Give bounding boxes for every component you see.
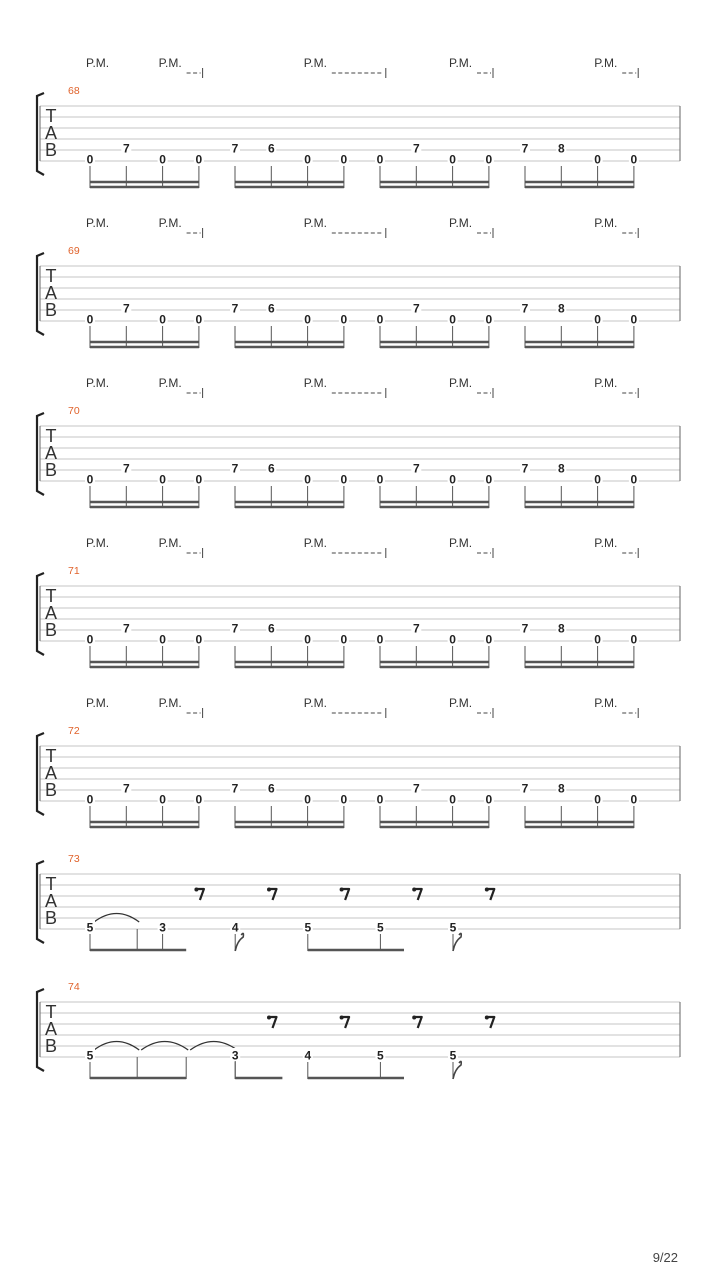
palm-mute-label: P.M. — [303, 376, 327, 390]
fret-number: 0 — [630, 312, 638, 327]
tab-clef-letter: T — [45, 874, 57, 894]
fret-number: 0 — [159, 472, 166, 487]
fret-number: 7 — [412, 301, 420, 316]
palm-mute-label: P.M. — [158, 216, 182, 230]
tab-system — [37, 56, 680, 188]
fret-number: 8 — [557, 781, 565, 796]
palm-mute-label: P.M. — [594, 376, 618, 390]
fret-number: 0 — [630, 632, 638, 647]
fret-number: 7 — [412, 621, 420, 636]
fret-number: 0 — [340, 792, 348, 807]
fret-number: 7 — [122, 781, 130, 796]
fret-number: 0 — [376, 312, 384, 327]
fret-number: 3 — [159, 920, 166, 935]
fret-number: 5 — [86, 920, 94, 935]
fret-number: 0 — [594, 792, 601, 807]
fret-number: 7 — [521, 141, 529, 156]
fret-number: 0 — [376, 472, 384, 487]
fret-number: 0 — [159, 792, 166, 807]
fret-number: 7 — [521, 621, 529, 636]
palm-mute-label: P.M. — [158, 56, 182, 70]
eighth-rest-dot — [267, 1016, 271, 1020]
fret-number: 0 — [630, 792, 638, 807]
fret-number: 7 — [521, 781, 529, 796]
fret-number: 0 — [485, 792, 493, 807]
palm-mute-label: P.M. — [86, 536, 110, 550]
page-number: 9/22 — [652, 1250, 678, 1265]
measure-number: 69 — [68, 245, 80, 257]
fret-number: 7 — [122, 301, 130, 316]
measure-number: 70 — [68, 405, 80, 417]
tab-system — [37, 696, 680, 828]
tab-clef-letter: T — [45, 1002, 57, 1022]
tab-clef-letter: B — [44, 140, 58, 160]
fret-number: 0 — [304, 472, 311, 487]
fret-number: 7 — [122, 621, 130, 636]
fret-number: 0 — [195, 312, 203, 327]
fret-number: 7 — [412, 141, 420, 156]
fret-number: 0 — [340, 632, 348, 647]
eighth-rest-dot — [340, 888, 344, 892]
fret-number: 0 — [630, 152, 638, 167]
fret-number: 0 — [594, 312, 601, 327]
fret-number: 0 — [86, 792, 94, 807]
palm-mute-label: P.M. — [86, 696, 110, 710]
fret-number: 7 — [122, 461, 130, 476]
fret-number: 0 — [594, 152, 601, 167]
fret-number: 0 — [304, 632, 311, 647]
fret-number: 0 — [594, 472, 601, 487]
fret-number: 0 — [159, 152, 166, 167]
fret-number: 0 — [449, 312, 456, 327]
tab-clef-letter: A — [44, 443, 58, 463]
fret-number: 0 — [376, 792, 384, 807]
palm-mute-label: P.M. — [86, 376, 110, 390]
palm-mute-label: P.M. — [449, 536, 473, 550]
tab-clef-letter: T — [45, 266, 57, 286]
palm-mute-label: P.M. — [303, 536, 327, 550]
eighth-rest-dot — [485, 888, 489, 892]
palm-mute-label: P.M. — [594, 56, 618, 70]
fret-number: 7 — [231, 781, 239, 796]
measure-number: 72 — [68, 725, 80, 737]
fret-number: 5 — [449, 920, 457, 935]
tab-clef-letter: A — [44, 123, 58, 143]
fret-number: 7 — [521, 301, 529, 316]
fret-number: 8 — [557, 141, 565, 156]
fret-number: 0 — [195, 472, 203, 487]
fret-number: 6 — [267, 621, 275, 636]
fret-number: 0 — [86, 312, 94, 327]
fret-number: 7 — [231, 621, 239, 636]
tab-system — [37, 981, 680, 1079]
fret-number: 0 — [195, 792, 203, 807]
fret-number: 0 — [340, 472, 348, 487]
fret-number: 0 — [449, 792, 456, 807]
tab-clef-letter: B — [44, 620, 58, 640]
fret-number: 5 — [304, 920, 312, 935]
tab-clef-letter: A — [44, 603, 58, 623]
tab-clef-letter: T — [45, 426, 57, 446]
fret-number: 5 — [377, 920, 384, 935]
fret-number: 5 — [86, 1048, 94, 1063]
palm-mute-label: P.M. — [449, 696, 473, 710]
palm-mute-label: P.M. — [158, 536, 182, 550]
tab-clef-letter: B — [44, 300, 58, 320]
fret-number: 0 — [86, 152, 94, 167]
tab-system — [37, 853, 680, 951]
fret-number: 0 — [159, 312, 166, 327]
fret-number: 0 — [449, 472, 456, 487]
fret-number: 0 — [485, 152, 493, 167]
palm-mute-label: P.M. — [303, 56, 327, 70]
eighth-rest-dot — [485, 1016, 489, 1020]
tab-system — [37, 376, 680, 508]
fret-number: 8 — [557, 301, 565, 316]
fret-number: 7 — [412, 781, 420, 796]
palm-mute-label: P.M. — [303, 216, 327, 230]
fret-number: 0 — [594, 632, 601, 647]
fret-number: 7 — [231, 461, 239, 476]
fret-number: 6 — [267, 461, 275, 476]
fret-number: 0 — [340, 152, 348, 167]
eighth-rest-dot — [194, 888, 198, 892]
palm-mute-label: P.M. — [158, 376, 182, 390]
fret-number: 0 — [485, 632, 493, 647]
fret-number: 0 — [86, 472, 94, 487]
fret-number: 0 — [195, 152, 203, 167]
palm-mute-label: P.M. — [594, 216, 618, 230]
measure-number: 68 — [68, 85, 80, 97]
tab-clef-letter: B — [44, 1036, 58, 1056]
fret-number: 0 — [485, 472, 493, 487]
fret-number: 0 — [340, 312, 348, 327]
fret-number: 4 — [304, 1048, 312, 1063]
palm-mute-label: P.M. — [594, 696, 618, 710]
fret-number: 0 — [304, 312, 311, 327]
fret-number: 0 — [86, 632, 94, 647]
tab-system — [37, 536, 680, 668]
tab-clef-letter: A — [44, 891, 58, 911]
fret-number: 7 — [231, 141, 239, 156]
measure-number: 73 — [68, 853, 80, 865]
note-flag — [453, 933, 461, 951]
fret-number: 0 — [449, 632, 456, 647]
palm-mute-label: P.M. — [449, 376, 473, 390]
eighth-rest-dot — [340, 1016, 344, 1020]
palm-mute-label: P.M. — [86, 216, 110, 230]
fret-number: 8 — [557, 621, 565, 636]
eighth-rest-dot — [412, 888, 416, 892]
fret-number: 0 — [304, 792, 311, 807]
tab-clef-letter: A — [44, 763, 58, 783]
tab-clef-letter: T — [45, 106, 57, 126]
palm-mute-label: P.M. — [449, 56, 473, 70]
tab-system — [37, 216, 680, 348]
measure-number: 71 — [68, 565, 80, 577]
tab-clef-letter: B — [44, 908, 58, 928]
palm-mute-label: P.M. — [594, 536, 618, 550]
fret-number: 7 — [412, 461, 420, 476]
fret-number: 0 — [159, 632, 166, 647]
note-flag — [453, 1061, 461, 1079]
fret-number: 4 — [231, 920, 239, 935]
palm-mute-label: P.M. — [303, 696, 327, 710]
eighth-rest-dot — [412, 1016, 416, 1020]
fret-number: 5 — [377, 1048, 384, 1063]
fret-number: 0 — [630, 472, 638, 487]
fret-number: 7 — [231, 301, 239, 316]
fret-number: 0 — [485, 312, 493, 327]
tab-clef-letter: B — [44, 460, 58, 480]
eighth-rest-dot — [267, 888, 271, 892]
palm-mute-label: P.M. — [158, 696, 182, 710]
tab-clef-letter: T — [45, 586, 57, 606]
tab-clef-letter: A — [44, 283, 58, 303]
palm-mute-label: P.M. — [449, 216, 473, 230]
tab-clef-letter: A — [44, 1019, 58, 1039]
fret-number: 6 — [267, 301, 275, 316]
fret-number: 6 — [267, 141, 275, 156]
fret-number: 6 — [267, 781, 275, 796]
fret-number: 7 — [521, 461, 529, 476]
tab-clef-letter: B — [44, 780, 58, 800]
fret-number: 0 — [195, 632, 203, 647]
fret-number: 0 — [304, 152, 311, 167]
fret-number: 0 — [376, 632, 384, 647]
fret-number: 5 — [449, 1048, 457, 1063]
fret-number: 0 — [449, 152, 456, 167]
fret-number: 7 — [122, 141, 130, 156]
fret-number: 0 — [376, 152, 384, 167]
fret-number: 3 — [231, 1048, 239, 1063]
measure-number: 74 — [68, 981, 80, 993]
note-flag — [235, 933, 243, 951]
palm-mute-label: P.M. — [86, 56, 110, 70]
tab-clef-letter: T — [45, 746, 57, 766]
fret-number: 8 — [557, 461, 565, 476]
